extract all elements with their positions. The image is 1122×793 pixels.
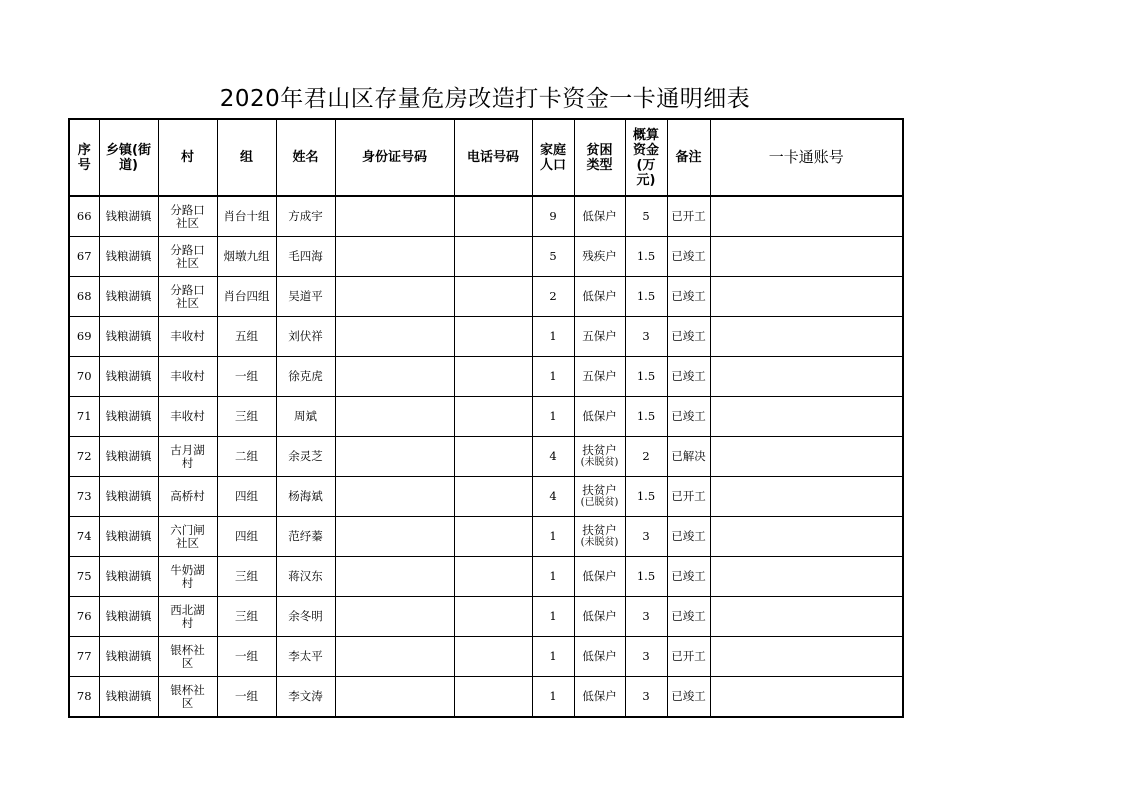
poverty-type-label: 五保户 xyxy=(582,369,617,383)
cell-town: 钱粮湖镇 xyxy=(99,277,158,317)
cell-name: 毛四海 xyxy=(276,237,335,277)
cell-seq: 76 xyxy=(69,597,99,637)
village-label: 分路口社区 xyxy=(170,242,205,270)
header-name: 姓名 xyxy=(276,119,335,196)
cell-budget: 3 xyxy=(625,597,667,637)
cell-town: 钱粮湖镇 xyxy=(99,637,158,677)
cell-village xyxy=(158,557,217,597)
cell-account xyxy=(710,357,903,397)
cell-village xyxy=(158,397,217,437)
cell-poverty-type xyxy=(574,277,625,317)
cell-name: 周斌 xyxy=(276,397,335,437)
funds-detail-table xyxy=(68,118,904,718)
cell-id-number xyxy=(335,437,454,477)
cell-seq: 75 xyxy=(69,557,99,597)
table-row xyxy=(69,517,903,557)
cell-family: 1 xyxy=(532,597,574,637)
cell-group: 四组 xyxy=(217,477,276,517)
poverty-type-label: 扶贫户 xyxy=(582,443,617,457)
cell-name: 蒋汉东 xyxy=(276,557,335,597)
cell-name: 李太平 xyxy=(276,637,335,677)
cell-poverty-type xyxy=(574,237,625,277)
village-label: 牛奶湖村 xyxy=(170,562,205,590)
cell-group: 三组 xyxy=(217,557,276,597)
cell-phone xyxy=(454,677,532,718)
cell-group: 烟墩九组 xyxy=(217,237,276,277)
village-label: 西北湖村 xyxy=(170,602,205,630)
cell-phone xyxy=(454,437,532,477)
cell-poverty-type xyxy=(574,517,625,557)
poverty-type-label: 扶贫户 xyxy=(582,523,617,537)
cell-poverty-type xyxy=(574,196,625,237)
table-row xyxy=(69,557,903,597)
cell-account xyxy=(710,437,903,477)
cell-budget: 1.5 xyxy=(625,357,667,397)
cell-id-number xyxy=(335,517,454,557)
cell-family: 4 xyxy=(532,437,574,477)
poverty-type-label: 低保户 xyxy=(582,209,617,223)
poverty-type-label: 低保户 xyxy=(582,409,617,423)
cell-id-number xyxy=(335,357,454,397)
poverty-type-label: 扶贫户 xyxy=(582,483,617,497)
village-label: 丰收村 xyxy=(170,329,205,343)
cell-account xyxy=(710,677,903,718)
cell-seq: 68 xyxy=(69,277,99,317)
cell-family: 1 xyxy=(532,677,574,718)
cell-seq: 69 xyxy=(69,317,99,357)
cell-seq: 66 xyxy=(69,196,99,237)
cell-poverty-type xyxy=(574,637,625,677)
table-row xyxy=(69,597,903,637)
header-id-number: 身份证号码 xyxy=(335,119,454,196)
cell-poverty-type xyxy=(574,397,625,437)
cell-note: 已竣工 xyxy=(667,517,710,557)
village-label: 银杯社区 xyxy=(170,642,205,670)
cell-group: 五组 xyxy=(217,317,276,357)
cell-budget: 1.5 xyxy=(625,397,667,437)
village-label: 高桥村 xyxy=(170,489,205,503)
header-group: 组 xyxy=(217,119,276,196)
cell-family: 2 xyxy=(532,277,574,317)
cell-family: 4 xyxy=(532,477,574,517)
header-budget: 概算资金(万元) xyxy=(625,119,667,196)
cell-town: 钱粮湖镇 xyxy=(99,397,158,437)
cell-account xyxy=(710,237,903,277)
cell-family: 1 xyxy=(532,397,574,437)
cell-poverty-type xyxy=(574,557,625,597)
cell-phone xyxy=(454,357,532,397)
cell-town: 钱粮湖镇 xyxy=(99,517,158,557)
cell-id-number xyxy=(335,196,454,237)
poverty-status-label: (未脱贫) xyxy=(580,457,619,468)
cell-phone xyxy=(454,317,532,357)
table-row xyxy=(69,677,903,718)
cell-group: 三组 xyxy=(217,597,276,637)
cell-seq: 74 xyxy=(69,517,99,557)
cell-group: 肖台十组 xyxy=(217,196,276,237)
cell-group: 一组 xyxy=(217,677,276,718)
cell-town: 钱粮湖镇 xyxy=(99,317,158,357)
cell-phone xyxy=(454,196,532,237)
table-row xyxy=(69,196,903,237)
cell-family: 1 xyxy=(532,557,574,597)
cell-group: 肖台四组 xyxy=(217,277,276,317)
village-label: 六门闸社区 xyxy=(170,522,205,550)
cell-poverty-type xyxy=(574,597,625,637)
cell-note: 已竣工 xyxy=(667,357,710,397)
poverty-type-label: 五保户 xyxy=(582,329,617,343)
cell-town: 钱粮湖镇 xyxy=(99,237,158,277)
cell-phone xyxy=(454,277,532,317)
cell-name: 杨海斌 xyxy=(276,477,335,517)
header-account: 一卡通账号 xyxy=(710,119,903,196)
cell-phone xyxy=(454,477,532,517)
cell-phone xyxy=(454,237,532,277)
cell-account xyxy=(710,517,903,557)
cell-group: 一组 xyxy=(217,637,276,677)
cell-name: 徐克虎 xyxy=(276,357,335,397)
village-label: 丰收村 xyxy=(170,369,205,383)
cell-village xyxy=(158,597,217,637)
cell-account xyxy=(710,557,903,597)
table-row xyxy=(69,237,903,277)
cell-note: 已解决 xyxy=(667,437,710,477)
cell-note: 已竣工 xyxy=(667,557,710,597)
cell-phone xyxy=(454,397,532,437)
table-row xyxy=(69,277,903,317)
cell-budget: 3 xyxy=(625,517,667,557)
cell-seq: 67 xyxy=(69,237,99,277)
cell-town: 钱粮湖镇 xyxy=(99,597,158,637)
cell-account xyxy=(710,637,903,677)
cell-budget: 2 xyxy=(625,437,667,477)
cell-id-number xyxy=(335,677,454,718)
cell-budget: 3 xyxy=(625,317,667,357)
cell-village xyxy=(158,637,217,677)
cell-village xyxy=(158,517,217,557)
cell-note: 已竣工 xyxy=(667,237,710,277)
cell-account xyxy=(710,277,903,317)
header-phone: 电话号码 xyxy=(454,119,532,196)
cell-town: 钱粮湖镇 xyxy=(99,677,158,718)
cell-seq: 71 xyxy=(69,397,99,437)
cell-family: 1 xyxy=(532,517,574,557)
table-row xyxy=(69,357,903,397)
cell-village xyxy=(158,677,217,718)
cell-name: 范纾蓁 xyxy=(276,517,335,557)
cell-village xyxy=(158,277,217,317)
cell-note: 已开工 xyxy=(667,196,710,237)
cell-town: 钱粮湖镇 xyxy=(99,477,158,517)
cell-note: 已竣工 xyxy=(667,277,710,317)
cell-phone xyxy=(454,557,532,597)
header-row xyxy=(69,119,903,196)
cell-poverty-type xyxy=(574,477,625,517)
cell-town: 钱粮湖镇 xyxy=(99,357,158,397)
poverty-type-label: 低保户 xyxy=(582,569,617,583)
cell-family: 5 xyxy=(532,237,574,277)
cell-id-number xyxy=(335,557,454,597)
cell-name: 方成宇 xyxy=(276,196,335,237)
header-seq: 序号 xyxy=(69,119,99,196)
table-row xyxy=(69,437,903,477)
village-label: 分路口社区 xyxy=(170,282,205,310)
page-title: 2020年君山区存量危房改造打卡资金一卡通明细表 xyxy=(219,86,751,112)
table-row xyxy=(69,637,903,677)
village-label: 丰收村 xyxy=(170,409,205,423)
cell-village xyxy=(158,437,217,477)
cell-town: 钱粮湖镇 xyxy=(99,196,158,237)
cell-poverty-type xyxy=(574,677,625,718)
poverty-type-label: 残疾户 xyxy=(582,249,617,263)
cell-account xyxy=(710,317,903,357)
cell-group: 三组 xyxy=(217,397,276,437)
cell-village xyxy=(158,237,217,277)
cell-group: 四组 xyxy=(217,517,276,557)
cell-note: 已竣工 xyxy=(667,597,710,637)
poverty-status-label: (已脱贫) xyxy=(580,497,619,508)
village-label: 银杯社区 xyxy=(170,682,205,710)
header-town: 乡镇(街道) xyxy=(99,119,158,196)
cell-id-number xyxy=(335,277,454,317)
cell-note: 已开工 xyxy=(667,637,710,677)
cell-town: 钱粮湖镇 xyxy=(99,557,158,597)
cell-group: 一组 xyxy=(217,357,276,397)
table-body xyxy=(69,196,903,717)
cell-budget: 3 xyxy=(625,677,667,718)
cell-note: 已开工 xyxy=(667,477,710,517)
cell-budget: 1.5 xyxy=(625,557,667,597)
header-poverty-type: 贫困类型 xyxy=(574,119,625,196)
cell-village xyxy=(158,196,217,237)
cell-budget: 1.5 xyxy=(625,277,667,317)
poverty-type-label: 低保户 xyxy=(582,289,617,303)
cell-account xyxy=(710,477,903,517)
cell-id-number xyxy=(335,477,454,517)
cell-town: 钱粮湖镇 xyxy=(99,437,158,477)
poverty-type-label: 低保户 xyxy=(582,649,617,663)
cell-id-number xyxy=(335,397,454,437)
table-row xyxy=(69,317,903,357)
poverty-status-label: (未脱贫) xyxy=(580,537,619,548)
cell-village xyxy=(158,317,217,357)
cell-note: 已竣工 xyxy=(667,317,710,357)
header-village: 村 xyxy=(158,119,217,196)
cell-phone xyxy=(454,637,532,677)
cell-village xyxy=(158,477,217,517)
cell-name: 刘伏祥 xyxy=(276,317,335,357)
cell-group: 二组 xyxy=(217,437,276,477)
cell-account xyxy=(710,196,903,237)
cell-budget: 1.5 xyxy=(625,237,667,277)
cell-phone xyxy=(454,517,532,557)
cell-note: 已竣工 xyxy=(667,677,710,718)
header-family: 家庭人口 xyxy=(532,119,574,196)
cell-seq: 77 xyxy=(69,637,99,677)
cell-family: 1 xyxy=(532,637,574,677)
cell-seq: 78 xyxy=(69,677,99,718)
cell-name: 吴道平 xyxy=(276,277,335,317)
cell-village xyxy=(158,357,217,397)
cell-seq: 72 xyxy=(69,437,99,477)
poverty-type-label: 低保户 xyxy=(582,689,617,703)
cell-budget: 1.5 xyxy=(625,477,667,517)
cell-name: 余灵芝 xyxy=(276,437,335,477)
cell-id-number xyxy=(335,237,454,277)
table-row xyxy=(69,397,903,437)
table-row xyxy=(69,477,903,517)
cell-budget: 5 xyxy=(625,196,667,237)
cell-name: 李文涛 xyxy=(276,677,335,718)
cell-seq: 73 xyxy=(69,477,99,517)
cell-name: 余冬明 xyxy=(276,597,335,637)
header-note: 备注 xyxy=(667,119,710,196)
village-label: 分路口社区 xyxy=(170,202,205,230)
cell-poverty-type xyxy=(574,357,625,397)
cell-id-number xyxy=(335,637,454,677)
cell-family: 9 xyxy=(532,196,574,237)
cell-id-number xyxy=(335,317,454,357)
cell-account xyxy=(710,397,903,437)
cell-family: 1 xyxy=(532,357,574,397)
cell-phone xyxy=(454,597,532,637)
cell-account xyxy=(710,597,903,637)
cell-poverty-type xyxy=(574,437,625,477)
cell-family: 1 xyxy=(532,317,574,357)
cell-seq: 70 xyxy=(69,357,99,397)
cell-poverty-type xyxy=(574,317,625,357)
village-label: 古月湖村 xyxy=(170,442,205,470)
cell-note: 已竣工 xyxy=(667,397,710,437)
poverty-type-label: 低保户 xyxy=(582,609,617,623)
cell-id-number xyxy=(335,597,454,637)
cell-budget: 3 xyxy=(625,637,667,677)
